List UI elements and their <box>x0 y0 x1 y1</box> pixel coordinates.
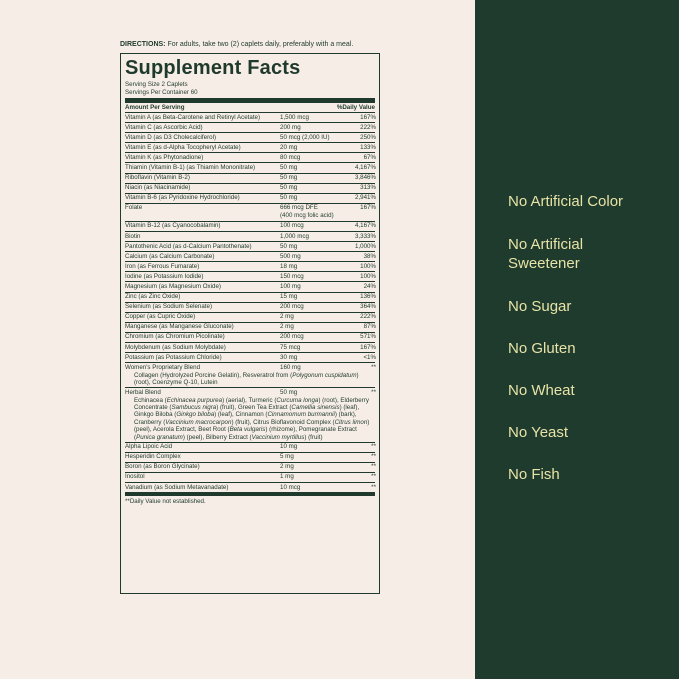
nutrient-name: Alpha Lipoic Acid <box>125 443 173 451</box>
table-row <box>125 153 375 163</box>
table-row <box>125 194 375 204</box>
nutrient-daily-value: 3,333% <box>355 232 376 240</box>
table-row <box>125 242 375 252</box>
nutrient-daily-value: 222% <box>360 313 376 321</box>
table-row <box>125 252 375 262</box>
nutrient-daily-value: 87% <box>363 323 376 331</box>
nutrient-amount: 2 mg <box>280 323 294 331</box>
nutrient-name: Boron (as Boron Glycinate) <box>125 463 200 471</box>
nutrient-name: Hesperidin Complex <box>125 453 181 461</box>
nutrient-daily-value: 2,941% <box>355 194 376 202</box>
nutrient-name: Vanadium (as Sodium Metavanadate) <box>125 483 229 491</box>
nutrient-name: Calcium (as Calcium Carbonate) <box>125 252 215 260</box>
nutrient-daily-value: <1% <box>363 353 376 361</box>
nutrient-name: Copper (as Cupric Oxide) <box>125 313 196 321</box>
table-row <box>125 323 375 333</box>
nutrient-amount: 50 mg <box>280 388 298 396</box>
nutrient-name: Thiamin (Vitamin B-1) (as Thiamin Mononitrate) <box>125 164 256 172</box>
nutrient-amount: 2 mg <box>280 463 294 471</box>
nutrient-amount: 160 mg <box>280 363 301 371</box>
supplement-facts-panel <box>120 53 380 594</box>
table-row <box>125 443 375 453</box>
facts-header <box>125 103 375 113</box>
nutrient-daily-value: ** <box>371 363 376 371</box>
facts-rows <box>125 113 375 493</box>
nutrient-name: Vitamin A (as Beta-Carotene and Retinyl Acetate) <box>125 113 261 121</box>
nutrient-amount: 50 mg <box>280 184 298 192</box>
nutrient-amount: 50 mcg (2,000 IU) <box>280 133 330 141</box>
nutrient-daily-value: 1,000% <box>355 242 376 250</box>
directions-text: For adults, take two (2) caplets daily, preferably with a meal. <box>165 41 354 48</box>
nutrient-name: Iron (as Ferrous Fumarate) <box>125 262 200 270</box>
nutrient-name: Zinc (as Zinc Oxide) <box>125 293 181 301</box>
nutrient-daily-value: ** <box>371 483 376 491</box>
nutrient-name: Vitamin E (as d-Alpha Tocopheryl Acetate) <box>125 143 241 151</box>
table-row <box>125 163 375 173</box>
table-row <box>125 463 375 473</box>
blend-ingredients: Collagen (Hydrolyzed Porcine Gelatin), Resveratrol from (Polygonum cuspidatum) (root), Coenzyme Q-10, Lutein <box>134 371 359 387</box>
nutrient-name: Magnesium (as Magnesium Oxide) <box>125 283 221 290</box>
table-row <box>125 174 375 184</box>
nutrient-amount: 2 mg <box>280 313 294 321</box>
nutrient-amount: 10 mcg <box>280 483 301 491</box>
nutrient-name: Women's Proprietary Blend <box>125 363 201 371</box>
nutrient-name: Vitamin B-6 (as Pyridoxine Hydrochloride) <box>125 194 240 202</box>
nutrient-amount: 1,000 mcg <box>280 232 309 240</box>
nutrient-daily-value: 222% <box>360 123 376 131</box>
nutrient-amount: 150 mcg <box>280 272 304 280</box>
table-row <box>125 333 375 343</box>
nutrient-amount: 10 mg <box>280 443 298 451</box>
claim-item: No Artificial Sweetener <box>508 236 584 272</box>
nutrient-amount: 75 mcg <box>280 343 301 351</box>
table-row <box>125 232 375 242</box>
nutrient-daily-value: ** <box>371 463 376 471</box>
nutrient-amount: 200 mg <box>280 123 301 131</box>
table-row <box>125 262 375 272</box>
nutrient-amount: 666 mcg DFE (400 mcg folic acid) <box>280 204 334 220</box>
nutrient-amount: 1 mg <box>280 473 294 481</box>
nutrient-amount: 50 mg <box>280 194 298 202</box>
nutrient-name: Folate <box>125 204 143 212</box>
table-row <box>125 133 375 143</box>
table-row <box>125 272 375 282</box>
facts-title: Supplement Facts <box>125 57 301 79</box>
table-row <box>125 453 375 463</box>
nutrient-name: Molybdenum (as Sodium Molybdate) <box>125 343 226 351</box>
claim-item: No Gluten <box>508 340 576 357</box>
blend-ingredients: Echinacea (Echinacea purpurea) (aerial), Turmeric (Curcuma longa) (root), Elderberry Concentrate (Sambucus nigra) (fruit), Green Tea Extract (Camellia sinensis) (leaf), Ginkgo Biloba (Ginkgo biloba) (leaf), Cinnamon (Cinnamomum burmannii) (bark), Cranberry (Vaccinium macrocarpon) (fruit), Citrus Bioflavonoid Complex (Citrus limon) (peel), Acerola Extract, Beet Root (Beta vulgaris) (rhizome), Pomegranate Extract (Punica granatum) (peel), Bilberry Extract (Vaccinium myrtillus) (fruit) <box>134 396 370 441</box>
claim-item: No Artificial Color <box>508 193 624 210</box>
nutrient-name: Inositol <box>125 473 145 481</box>
nutrient-name: Potassium (as Potassium Chloride) <box>125 353 222 361</box>
table-row <box>125 343 375 353</box>
nutrient-name: Riboflavin (Vitamin B-2) <box>125 174 190 182</box>
nutrient-daily-value: 4,167% <box>355 164 376 172</box>
claim-item: No Sugar <box>508 298 572 315</box>
nutrient-amount: 200 mcg <box>280 303 304 311</box>
table-row <box>125 143 375 153</box>
nutrient-name: Chromium (as Chromium Picolinate) <box>125 333 225 341</box>
table-row <box>125 123 375 133</box>
table-row <box>125 303 375 313</box>
nutrient-daily-value: 167% <box>360 113 376 121</box>
nutrient-amount: 18 mg <box>280 262 298 270</box>
table-row <box>125 282 375 292</box>
nutrient-name: Manganese (as Manganese Gluconate) <box>125 323 234 331</box>
nutrient-amount: 50 mg <box>280 242 298 250</box>
nutrient-amount: 5 mg <box>280 453 294 461</box>
nutrient-name: Vitamin B-12 (as Cyanocobalamin) <box>125 222 221 230</box>
table-row <box>125 313 375 323</box>
nutrient-amount: 15 mg <box>280 293 298 301</box>
nutrient-daily-value: ** <box>371 453 376 461</box>
nutrient-daily-value: 100% <box>360 262 376 270</box>
nutrient-daily-value: 3,846% <box>355 174 376 182</box>
claim-item: No Fish <box>508 466 560 483</box>
nutrient-daily-value: ** <box>371 388 376 396</box>
nutrient-amount: 100 mg <box>280 283 301 290</box>
nutrient-amount: 80 mcg <box>280 153 301 161</box>
nutrient-daily-value: 100% <box>360 272 376 280</box>
table-row <box>125 184 375 194</box>
nutrient-name: Vitamin D (as D3 Cholecalciferol) <box>125 133 217 141</box>
nutrient-amount: 20 mg <box>280 143 298 151</box>
header-daily-value: %Daily Value <box>336 104 375 111</box>
nutrient-amount: 200 mcg <box>280 333 304 341</box>
nutrient-daily-value: 167% <box>360 204 376 212</box>
footnote: **Daily Value not established. <box>125 498 206 506</box>
header-amount: Amount Per Serving <box>125 104 185 111</box>
nutrient-daily-value: 313% <box>360 184 376 192</box>
nutrient-daily-value: 38% <box>363 252 376 260</box>
nutrient-daily-value: 24% <box>363 283 376 290</box>
nutrient-daily-value: 136% <box>360 293 376 301</box>
nutrient-name: Vitamin C (as Ascorbic Acid) <box>125 123 203 131</box>
claim-item: No Yeast <box>508 424 569 441</box>
nutrient-name: Niacin (as Niacinamide) <box>125 184 191 192</box>
directions <box>120 41 460 48</box>
nutrient-name: Selenium (as Sodium Selenate) <box>125 303 213 311</box>
directions-label: DIRECTIONS: <box>120 41 166 48</box>
serving-size: Serving Size 2 Caplets <box>125 81 188 88</box>
nutrient-amount: 100 mcg <box>280 222 304 230</box>
table-row <box>125 113 375 123</box>
nutrient-daily-value: ** <box>371 443 376 451</box>
nutrient-amount: 50 mg <box>280 174 298 182</box>
nutrient-daily-value: 571% <box>360 333 376 341</box>
nutrient-daily-value: 167% <box>360 343 376 351</box>
table-row <box>125 222 375 232</box>
nutrient-daily-value: 250% <box>360 133 376 141</box>
nutrient-daily-value: 67% <box>363 153 376 161</box>
nutrient-name: Biotin <box>125 232 141 240</box>
nutrient-daily-value: 4,167% <box>355 222 376 230</box>
table-row <box>125 293 375 303</box>
nutrient-name: Herbal Blend <box>125 388 161 396</box>
table-row <box>125 353 375 363</box>
nutrient-daily-value: ** <box>371 473 376 481</box>
table-row <box>125 473 375 483</box>
table-row <box>125 388 375 443</box>
table-row <box>125 363 375 388</box>
nutrient-name: Iodine (as Potassium Iodide) <box>125 272 204 280</box>
servings-per-container: Servings Per Container 60 <box>125 88 198 96</box>
nutrient-amount: 30 mg <box>280 353 298 361</box>
claim-item: No Wheat <box>508 382 575 399</box>
nutrient-name: Pantothenic Acid (as d-Calcium Pantothenate) <box>125 242 252 250</box>
nutrient-amount: 500 mg <box>280 252 301 260</box>
nutrient-daily-value: 364% <box>360 303 376 311</box>
nutrient-amount: 1,500 mcg <box>280 113 309 121</box>
nutrient-daily-value: 133% <box>360 143 376 151</box>
table-row <box>125 204 375 222</box>
table-row <box>125 483 375 493</box>
nutrient-amount: 50 mg <box>280 164 298 172</box>
nutrient-name: Vitamin K (as Phytonadione) <box>125 153 204 161</box>
